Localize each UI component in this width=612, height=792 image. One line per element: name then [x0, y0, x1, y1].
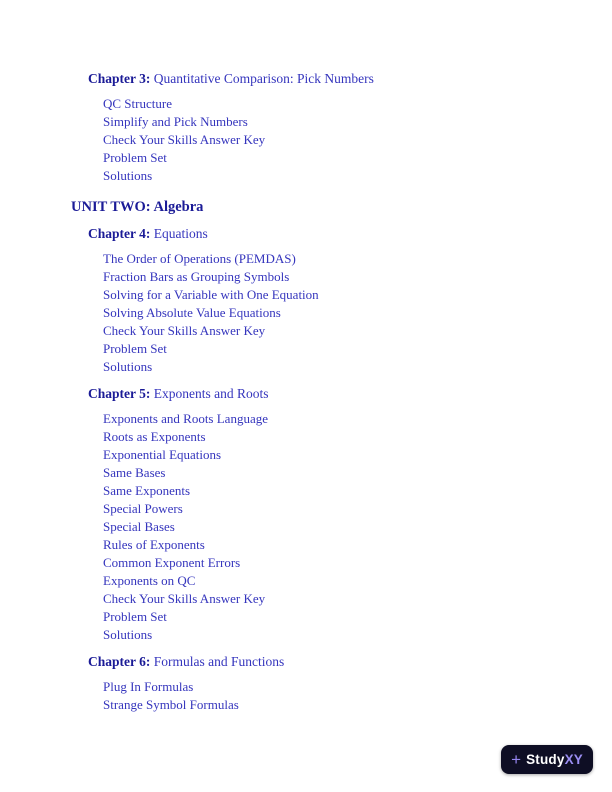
studyxy-logo: [526, 752, 583, 767]
toc-item[interactable]: Exponential Equations: [103, 447, 222, 462]
heading-prefix: Chapter 3:: [88, 71, 154, 86]
chapter-heading[interactable]: [88, 654, 592, 670]
heading-prefix: Chapter 5:: [88, 386, 154, 401]
toc-item[interactable]: Rules of Exponents: [103, 537, 205, 552]
heading-prefix: Chapter 4:: [88, 226, 154, 241]
heading-title: Algebra: [153, 199, 204, 215]
unit-heading[interactable]: [71, 199, 592, 216]
chapter-heading[interactable]: [88, 386, 592, 402]
heading-prefix: UNIT TWO:: [71, 199, 154, 215]
toc-item[interactable]: Problem Set: [103, 609, 167, 624]
toc-item[interactable]: Plug In Formulas: [103, 679, 194, 694]
toc-item[interactable]: Solutions: [103, 359, 153, 374]
heading-title: Formulas and Functions: [153, 654, 285, 669]
toc-item[interactable]: Fraction Bars as Grouping Symbols: [103, 269, 290, 284]
toc-item[interactable]: Simplify and Pick Numbers: [103, 114, 248, 129]
toc-item[interactable]: Common Exponent Errors: [103, 555, 241, 570]
toc-item[interactable]: Solutions: [103, 627, 153, 642]
heading-title: Equations: [153, 226, 208, 241]
toc-item[interactable]: Same Bases: [103, 465, 166, 480]
toc-item[interactable]: Solving for a Variable with One Equation: [103, 287, 319, 302]
logo-xy-text: XY: [564, 752, 583, 767]
chapter-heading[interactable]: [88, 71, 592, 87]
toc-item[interactable]: Same Exponents: [103, 483, 191, 498]
toc-item[interactable]: Solutions: [103, 168, 153, 183]
section-items: [103, 410, 592, 644]
toc-item[interactable]: Roots as Exponents: [103, 429, 206, 444]
heading-title: Exponents and Roots: [153, 386, 269, 401]
toc-item[interactable]: Strange Symbol Formulas: [103, 697, 239, 712]
toc-item[interactable]: Exponents on QC: [103, 573, 196, 588]
toc-item[interactable]: Check Your Skills Answer Key: [103, 591, 266, 606]
logo-study-text: Study: [526, 752, 565, 767]
section-items: [103, 250, 592, 376]
toc-item[interactable]: Solving Absolute Value Equations: [103, 305, 281, 320]
toc-item[interactable]: Check Your Skills Answer Key: [103, 132, 266, 147]
heading-title: Quantitative Comparison: Pick Numbers: [153, 71, 374, 86]
toc-item[interactable]: Problem Set: [103, 341, 167, 356]
heading-prefix: Chapter 6:: [88, 654, 154, 669]
toc-item[interactable]: Special Bases: [103, 519, 175, 534]
toc-item[interactable]: Exponents and Roots Language: [103, 411, 268, 426]
toc-item[interactable]: Problem Set: [103, 150, 167, 165]
plus-icon: +: [511, 749, 522, 769]
section-items: [103, 95, 592, 185]
toc-item[interactable]: QC Structure: [103, 96, 172, 111]
toc-item[interactable]: The Order of Operations (PEMDAS): [103, 251, 296, 266]
chapter-heading[interactable]: [88, 226, 592, 242]
section-items: [103, 678, 592, 714]
studyxy-badge[interactable]: [501, 745, 593, 774]
toc-item[interactable]: Special Powers: [103, 501, 183, 516]
toc-item[interactable]: Check Your Skills Answer Key: [103, 323, 266, 338]
